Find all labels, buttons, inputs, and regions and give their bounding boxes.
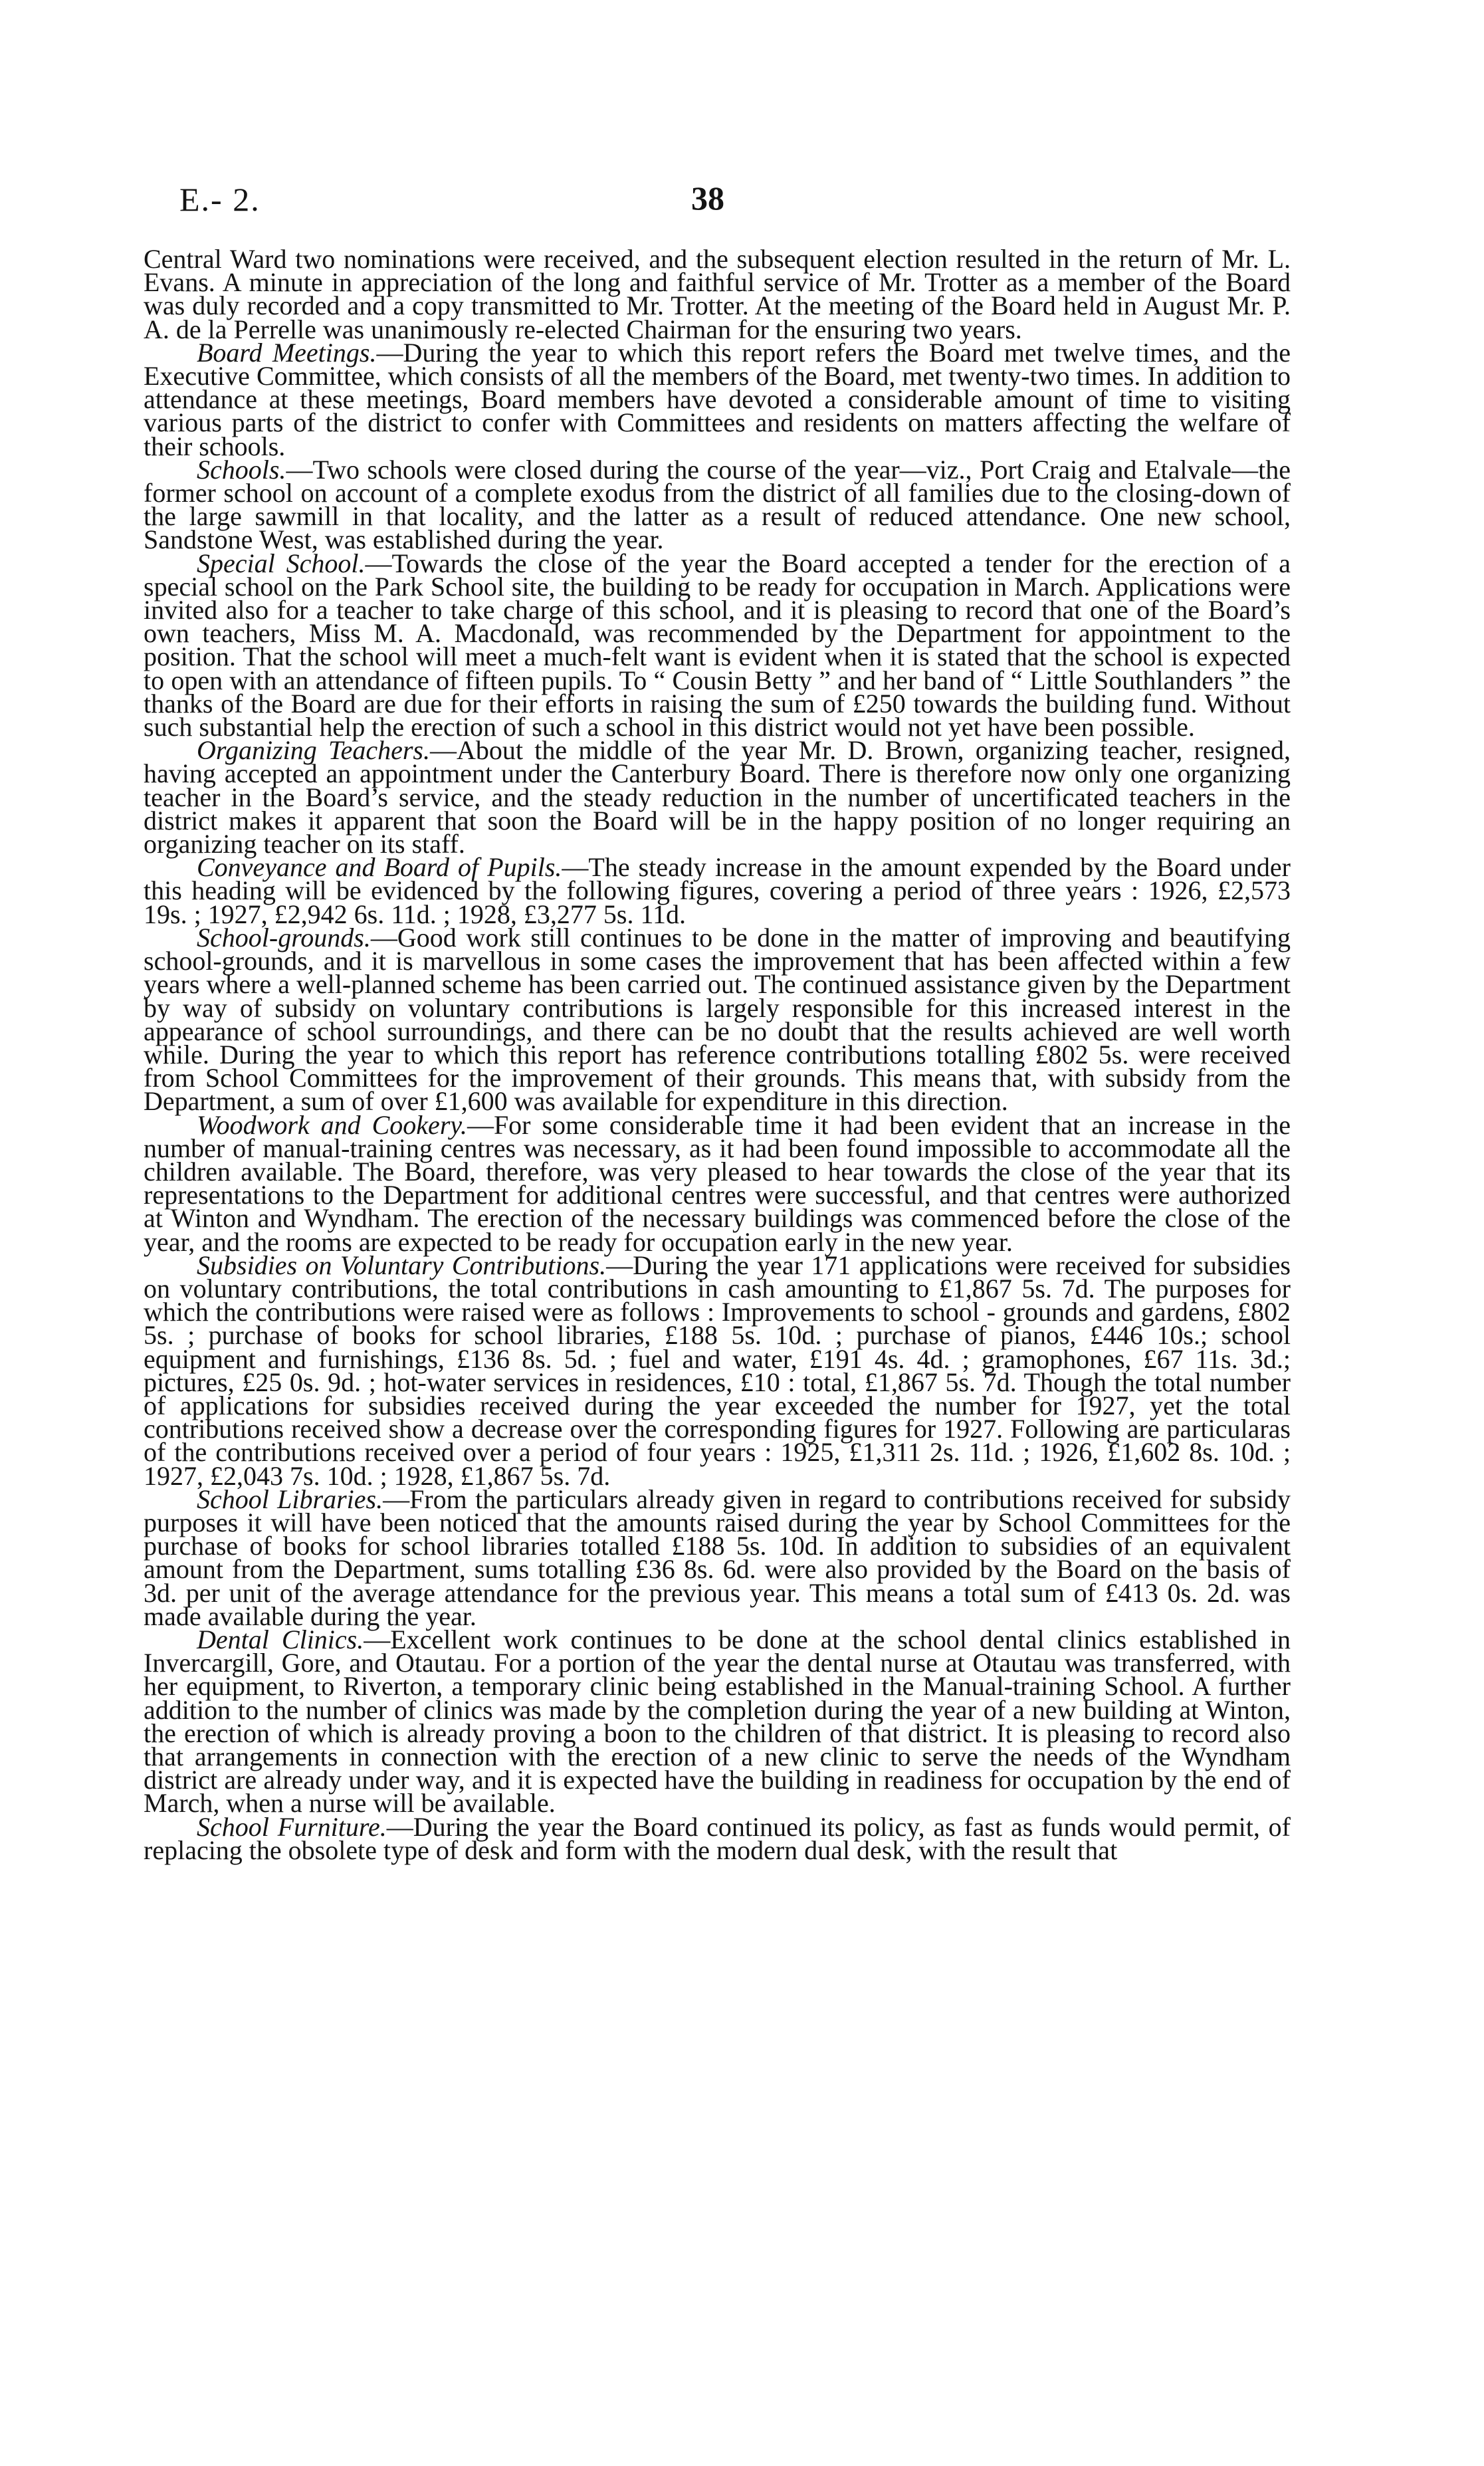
section-text: —Excellent work continues to be done at the school dental clinics established in Invercargill, Gore, and Otautau. For a portion of the year the dental nurse at Otautau was transferred, with her equipment, to Riverton, a temporary clinic being established in the Manual-training School. A further addition to the number of clinics was made by the completion during the year of a new building at Winton, the erection of which is already proving a boon to the children of that district. It is pleasing to record also that arrangements in connection with the erection of a new clinic to serve the needs of the Wyndham district are already under way, and it is expected have the building in readiness for occupation by the end of March, when a nurse will be available. — [144, 1624, 1291, 1819]
report-body — [144, 244, 1291, 1865]
section-heading: Board Meetings. — [197, 337, 377, 368]
section-school-libraries — [144, 1484, 1291, 1631]
section-text: —Towards the close of the year the Board accepted a tender for the erection of a special school on the Park School site, the building to be ready for occupation in March. Applications were invited also for a teacher to take charge of this school, and it is pleasing to record that one of the Board’s own teachers, Miss M. A. Macdonald, was recommended by the Department for appointment to the position. That the school will meet a much-felt want is evident when it is stated that the school is expected to open with an attendance of fifteen pupils. To “ Cousin Betty ” and her band of “ Little Southlanders ” the thanks of the Board are due for their efforts in raising the sum of £250 towards the building fund. Without such substantial help the erection of such a school in this district would not yet have been possible. — [144, 548, 1291, 742]
section-text: —During the year to which this report refers the Board met twelve times, and the Executive Committee, which consists of all the members of the Board, met twenty-two times. In addition to attendance at these meetings, Board members have devoted a considerable amount of time to visiting various parts of the district to confer with Committees and residents on matters affecting the welfare of their schools. — [144, 337, 1291, 461]
section-heading: Organizing Teachers. — [197, 735, 430, 766]
section-special-school — [144, 548, 1291, 742]
section-heading: Woodwork and Cookery. — [197, 1109, 467, 1140]
section-heading: Special School. — [197, 548, 366, 578]
section-text: —During the year the Board continued its policy, as fast as funds would permit, of replacing the obsolete type of desk and form with the modern dual desk, with the result that — [144, 1811, 1291, 1865]
section-dental-clinics — [144, 1624, 1291, 1819]
section-text: —The steady increase in the amount expended by the Board under this heading will be evidenced by the following figures, covering a period of three years : 1926, £2,573 19s. ; 1927, £2,942 6s. 11d. ; 1928, £3,277 5s. 11d. — [144, 852, 1291, 929]
section-text: —About the middle of the year Mr. D. Brown, organizing teacher, resigned, having accepted an appointment under the Canterbury Board. There is therefore now only one organizing teacher in the Board’s service, and the steady reduction in the number of uncertificated teachers in the district makes it apparent that soon the Board will be in the happy position of no longer requiring an organizing teacher on its staff. — [144, 735, 1291, 859]
report-code: E.- 2. — [179, 181, 261, 218]
section-subsidies — [144, 1250, 1291, 1491]
section-heading: School Libraries. — [197, 1484, 383, 1514]
section-conveyance — [144, 852, 1291, 929]
section-heading: School-grounds. — [197, 922, 371, 953]
section-heading: Subsidies on Voluntary Contributions. — [197, 1250, 607, 1280]
section-heading: Schools. — [197, 454, 286, 485]
section-board-meetings — [144, 337, 1291, 461]
section-text: —From the particulars already given in regard to contributions received for subsidy purposes it will have been noticed that the amounts raised during the year by School Committees for the purchase of books for school libraries totalled £188 5s. 10d. In addition to subsidies of an equivalent amount from the Department, sums totalling £36 8s. 6d. were also provided by the Board on the basis of 3d. per unit of the average attendance for the previous year. This means a total sum of £413 0s. 2d. was made available during the year. — [144, 1484, 1291, 1631]
section-organizing-teachers — [144, 735, 1291, 859]
opening-paragraph: Central Ward two nominations were received, and the subsequent election resulted in the return of Mr. L. Evans. A minute in appreciation of the long and faithful service of Mr. Trotter as a member of the Board was duly recorded and a copy transmitted to Mr. Trotter. At the meeting of the Board held in August Mr. P. A. de la Perrelle was unanimously re-elected Chairman for the ensuring two years. — [144, 244, 1291, 344]
section-text: —For some considerable time it had been evident that an increase in the number of manual-training centres was necessary, as it had been found impossible to accommodate all the children available. The Board, therefore, was very pleased to hear towards the close of the year that its representations to the Department for additional centres were successful, and that centres were authorized at Winton and Wyndham. The erection of the necessary buildings was commenced before the close of the year, and the rooms are expected to be ready for occupation early in the new year. — [144, 1109, 1291, 1257]
section-school-furniture — [144, 1811, 1291, 1865]
section-text: —Good work still continues to be done in the matter of improving and beautifying school-grounds, and it is marvellous in some cases the improvement that has been affected within a few years where a well-planned scheme has been carried out. The continued assistance given by the Department by way of subsidy on voluntary contributions is largely responsible for this increased interest in the appearance of school surroundings, and there can be no doubt that the results achieved are well worth while. During the year to which this report has reference contributions totalling £802 5s. were received from School Committees for the improvement of their grounds. This means that, with subsidy from the Department, a sum of over £1,600 was available for expenditure in this direction. — [144, 922, 1291, 1117]
section-text: —During the year 171 applications were received for subsidies on voluntary contributions, the total contributions in cash amounting to £1,867 5s. 7d. The purposes for which the contributions were raised were as follows : Improvements to school - grounds and gardens, £802 5s. ; purchase of books for school libraries, £188 5s. 10d. ; purchase of pianos, £446 10s.; school equipment and furnishings, £136 8s. 5d. ; fuel and water, £191 4s. 4d. ; gramophones, £67 11s. 3d.; pictures, £25 0s. 9d. ; hot-water services in residences, £10 : total, £1,867 5s. 7d. Though the total number of applications for subsidies received during the year exceeded the number for 1927, yet the total contributions received show a decrease over the corresponding figures for 1927. Following are particularas of the contributions received over a period of four years : 1925, £1,311 2s. 11d. ; 1926, £1,602 8s. 10d. ; 1927, £2,043 7s. 10d. ; 1928, £1,867 5s. 7d. — [144, 1250, 1291, 1491]
section-woodwork-cookery — [144, 1109, 1291, 1257]
section-heading: Dental Clinics. — [197, 1624, 364, 1654]
section-schools — [144, 454, 1291, 555]
section-text: —Two schools were closed during the course of the year—viz., Port Craig and Etalvale—the former school on account of a complete exodus from the district of all families due to the closing-down of the large sawmill in that locality, and the latter as a result of reduced attendance. One new school, Sandstone West, was established during the year. — [144, 454, 1291, 555]
section-school-grounds — [144, 922, 1291, 1117]
section-heading: School Furniture. — [197, 1811, 387, 1842]
page-number: 38 — [691, 179, 724, 217]
section-heading: Conveyance and Board of Pupils. — [197, 852, 562, 883]
